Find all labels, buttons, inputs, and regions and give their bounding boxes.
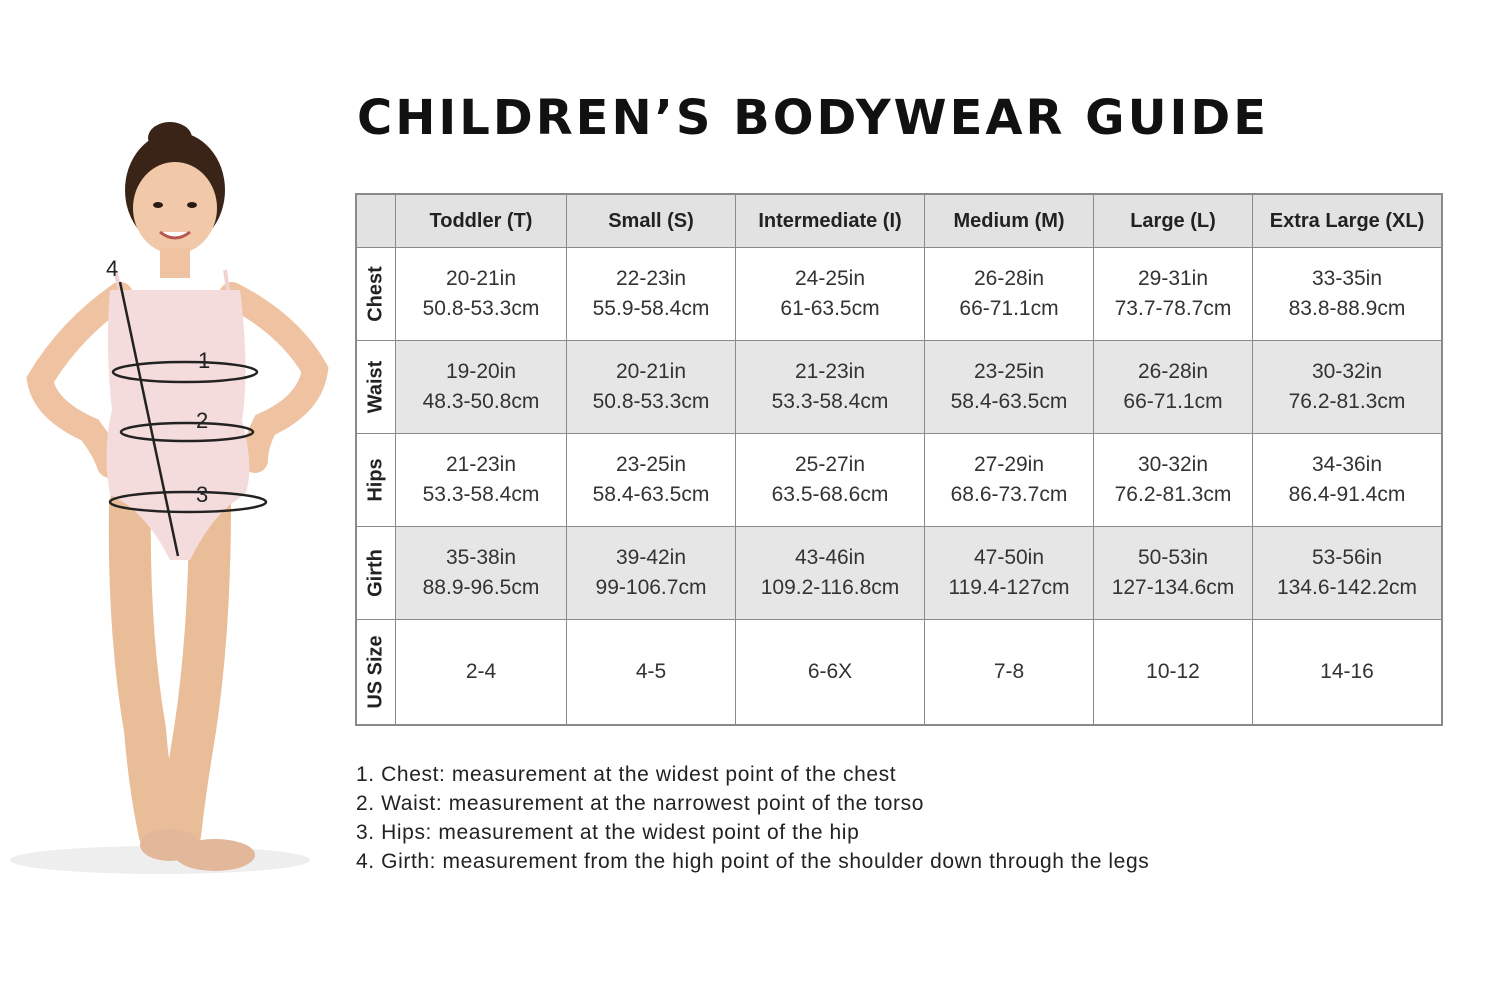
cell-value-primary: 33-35in [1311, 267, 1383, 290]
cell-value-primary: 53-56in [1311, 546, 1383, 569]
table-cell [396, 341, 567, 434]
table-cell [736, 341, 925, 434]
row-label: US Size [364, 635, 387, 709]
cell-value-primary: 20-21in [615, 360, 687, 383]
cell-value-primary: 21-23in [794, 360, 866, 383]
cell-value-secondary: 127-134.6cm [1111, 576, 1235, 599]
table-cell [567, 248, 736, 341]
table-row [356, 341, 1442, 434]
cell-value-secondary: 76.2-81.3cm [1114, 483, 1232, 506]
table-cell [1253, 434, 1443, 527]
table-cell [396, 527, 567, 620]
cell-value-primary: 34-36in [1311, 453, 1383, 476]
table-row [356, 527, 1442, 620]
table-cell [736, 434, 925, 527]
face [133, 162, 217, 254]
column-header: Intermediate (I) [736, 194, 925, 248]
child-figure [10, 110, 340, 890]
cell-value-secondary: 50.8-53.3cm [592, 390, 710, 413]
row-label: Hips [364, 458, 387, 502]
column-header: Toddler (T) [396, 194, 567, 248]
cell-value-secondary: 83.8-88.9cm [1288, 297, 1406, 320]
table-cell [396, 434, 567, 527]
cell-value-primary: 23-25in [973, 360, 1045, 383]
cell-value-primary: 50-53in [1137, 546, 1209, 569]
cell-value-secondary: 99-106.7cm [595, 576, 707, 599]
cell-value-primary: 35-38in [445, 546, 517, 569]
cell-value-primary: 14-16 [1320, 660, 1374, 683]
table-header-row [356, 194, 1442, 248]
cell-value-primary: 2-4 [465, 660, 497, 683]
row-label: Girth [364, 549, 387, 597]
row-header [356, 620, 396, 726]
note-item: 4. Girth: measurement from the high point of the shoulder down through the legs [356, 850, 1150, 873]
table-cell [567, 527, 736, 620]
size-chart-table [355, 193, 1443, 726]
cell-value-secondary: 119.4-127cm [948, 576, 1070, 599]
table-cell [925, 620, 1094, 726]
table-cell [1094, 341, 1253, 434]
column-header: Small (S) [567, 194, 736, 248]
table-row [356, 434, 1442, 527]
table-cell [736, 527, 925, 620]
cell-value-secondary: 134.6-142.2cm [1276, 576, 1418, 599]
cell-value-primary: 27-29in [973, 453, 1045, 476]
cell-value-secondary: 109.2-116.8cm [760, 576, 900, 599]
row-header [356, 527, 396, 620]
cell-value-primary: 10-12 [1146, 660, 1200, 683]
table-cell [1094, 527, 1253, 620]
row-label: Waist [364, 360, 387, 414]
cell-value-secondary: 66-71.1cm [959, 297, 1059, 320]
cell-value-secondary: 76.2-81.3cm [1288, 390, 1406, 413]
column-header: Medium (M) [925, 194, 1094, 248]
cell-value-primary: 29-31in [1137, 267, 1209, 290]
cell-value-secondary: 68.6-73.7cm [950, 483, 1068, 506]
cell-value-secondary: 58.4-63.5cm [592, 483, 710, 506]
page-title: CHILDREN’S BODYWEAR GUIDE [357, 90, 1270, 146]
table-row [356, 248, 1442, 341]
table-cell [736, 248, 925, 341]
cell-value-secondary: 61-63.5cm [780, 297, 880, 320]
marker-waist: 2 [196, 408, 209, 433]
cell-value-primary: 24-25in [794, 267, 866, 290]
table-cell [1253, 527, 1443, 620]
cell-value-primary: 26-28in [1137, 360, 1209, 383]
table-cell [1253, 248, 1443, 341]
cell-value-secondary: 63.5-68.6cm [771, 483, 889, 506]
cell-value-secondary: 50.8-53.3cm [422, 297, 540, 320]
table-cell [736, 620, 925, 726]
note-item: 2. Waist: measurement at the narrowest point of the torso [356, 792, 925, 815]
cell-value-secondary: 88.9-96.5cm [422, 576, 540, 599]
cell-value-secondary: 66-71.1cm [1123, 390, 1223, 413]
corner-cell [356, 194, 396, 248]
table-row [356, 620, 1442, 726]
cell-value-primary: 6-6X [807, 660, 853, 683]
cell-value-primary: 30-32in [1311, 360, 1383, 383]
right-shoe [175, 839, 255, 871]
row-header [356, 248, 396, 341]
table-cell [925, 527, 1094, 620]
cell-value-primary: 43-46in [794, 546, 866, 569]
table-cell [925, 341, 1094, 434]
cell-value-primary: 26-28in [973, 267, 1045, 290]
cell-value-primary: 19-20in [445, 360, 517, 383]
marker-girth: 4 [106, 256, 119, 281]
measurement-notes [356, 760, 1149, 876]
cell-value-secondary: 48.3-50.8cm [422, 390, 540, 413]
row-label: Chest [364, 266, 387, 322]
cell-value-primary: 39-42in [615, 546, 687, 569]
table-cell [1094, 620, 1253, 726]
column-header: Large (L) [1094, 194, 1253, 248]
cell-value-primary: 21-23in [445, 453, 517, 476]
cell-value-secondary: 86.4-91.4cm [1288, 483, 1406, 506]
note-item: 3. Hips: measurement at the widest point of the hip [356, 821, 860, 844]
table-cell [567, 620, 736, 726]
row-header [356, 434, 396, 527]
row-header [356, 341, 396, 434]
cell-value-secondary: 58.4-63.5cm [950, 390, 1068, 413]
table-cell [1094, 248, 1253, 341]
table-cell [925, 248, 1094, 341]
table-cell [567, 341, 736, 434]
table-cell [1253, 341, 1443, 434]
cell-value-primary: 23-25in [615, 453, 687, 476]
table-cell [1094, 434, 1253, 527]
cell-value-primary: 20-21in [445, 267, 517, 290]
cell-value-primary: 22-23in [615, 267, 687, 290]
cell-value-primary: 7-8 [993, 660, 1025, 683]
cell-value-secondary: 53.3-58.4cm [771, 390, 889, 413]
table-cell [396, 620, 567, 726]
table-cell [396, 248, 567, 341]
table-cell [1253, 620, 1443, 726]
cell-value-primary: 30-32in [1137, 453, 1209, 476]
cell-value-primary: 4-5 [635, 660, 667, 683]
table-cell [925, 434, 1094, 527]
cell-value-primary: 47-50in [973, 546, 1045, 569]
marker-hips: 3 [196, 482, 209, 507]
table-cell [567, 434, 736, 527]
cell-value-primary: 25-27in [794, 453, 866, 476]
note-item: 1. Chest: measurement at the widest point of the chest [356, 763, 897, 786]
left-leg [130, 505, 160, 835]
marker-chest: 1 [198, 348, 211, 373]
cell-value-secondary: 55.9-58.4cm [592, 297, 710, 320]
cell-value-secondary: 53.3-58.4cm [422, 483, 540, 506]
cell-value-secondary: 73.7-78.7cm [1114, 297, 1232, 320]
column-header: Extra Large (XL) [1253, 194, 1443, 248]
